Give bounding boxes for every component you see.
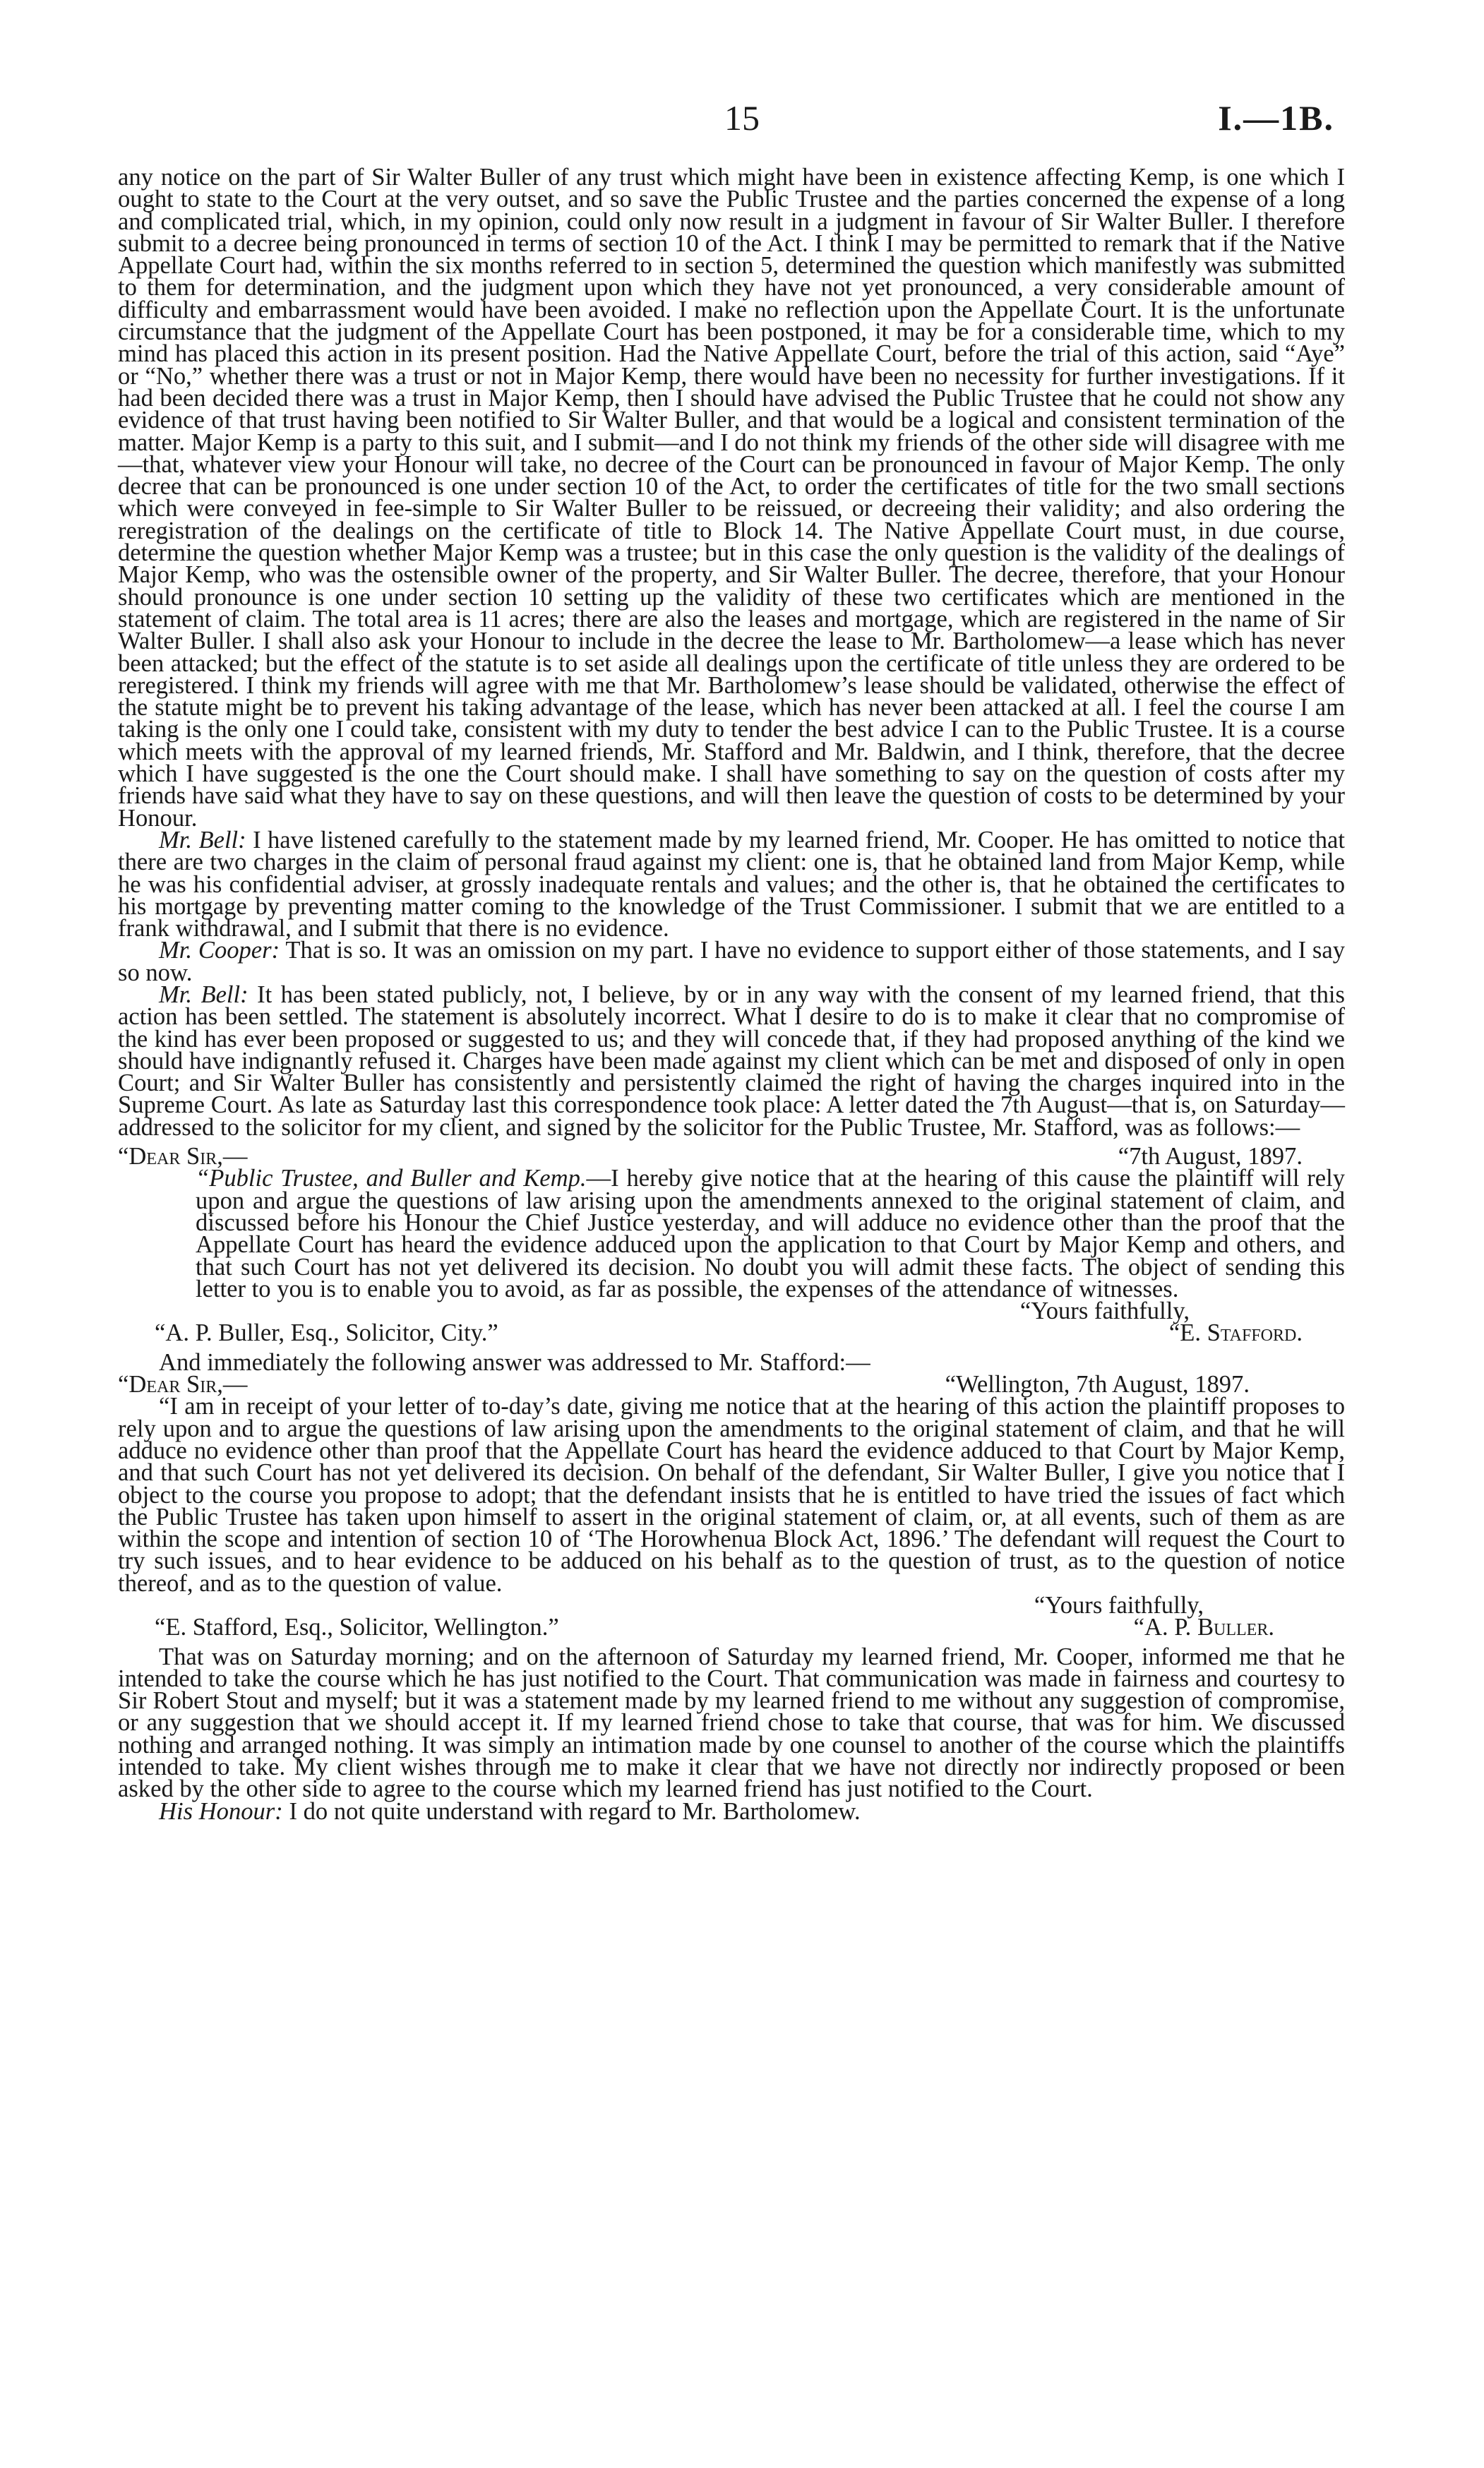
letter1-footer-line [118,1319,1345,1347]
document-body [118,164,1346,1825]
letter1-closing: “Yours faithfully, [1019,1298,1190,1325]
letter2-footer-line [118,1614,1345,1641]
paragraph-cooper-continued: any notice on the part of Sir Walter Buller of any trust which might have been in existence affecting Kemp, is one which I ought to state to the Court at the very outset, and so save the Public Trustee and the parties concerned the expense of a long and complicated trial, which, in my opinion, could only now result in a judgment in favour of Sir Walter Buller. I therefore submit to a decree being pronounced in terms of section 10 of the Act. I think I may be permitted to remark that if the Native Appellate Court had, within the six months referred to in section 5, determined the question which manifestly was submitted to them for determination, and the judgment upon which they have not yet pronounced, a very considerable amount of difficulty and embarrassment would have been avoided. I make no reflection upon the Appellate Court. It is the unfortunate circumstance that the judgment of the Appellate Court has been postponed, it may be for a considerable time, which to my mind has placed this action in its present position. Had the Native Appellate Court, before the trial of this action, said “Aye” or “No,” whether there was a trust or not in Major Kemp, there would have been no necessity for further investigations. If it had been decided there was a trust in Major Kemp, then I should have advised the Public Trustee that he could not show any evidence of that trust having been notified to Sir Walter Buller, and that would be a logical and consistent termination of the matter. Major Kemp is a party to this suit, and I submit—and I do not think my friends of the other side will disagree with me—that, whatever view your Honour will take, no decree of the Court can be pronounced in favour of Major Kemp. The only decree that can be pronounced is one under section 10 of the Act, to order the certificates of title for the two small sections which were conveyed in fee-simple to Sir Walter Buller to be reissued, or decreeing their validity; and also ordering the reregistration of the dealings on the certificate of title to Block 14. The Native Appellate Court must, in due course, determine the question whether Major Kemp was a trustee; but in this case the only question is the validity of the dealings of Major Kemp, who was the ostensible owner of the property, and Sir Walter Buller. The decree, therefore, that your Honour should pronounce is one under section 10 setting up the validity of these two certificates which are mentioned in the statement of claim. The total area is 11 acres; there are also the leases and mortgage, which are registered in the name of Sir Walter Buller. I shall also ask your Honour to include in the decree the lease to Mr. Bartholomew—a lease which has never been attacked; but the effect of the statute is to set aside all dealings upon the certificate of title unless they are ordered to be reregistered. I think my friends will agree with me that Mr. Bartholomew’s lease should be validated, otherwise the effect of the statute might be to prevent his taking advantage of the lease, which has never been attacked at all. I feel the course I am taking is the only one I could take, consistent with my duty to tender the best advice I can to the Public Trustee. It is a course which meets with the approval of my learned friends, Mr. Stafford and Mr. Baldwin, and I think, therefore, that the decree which I have suggested is the one the Court should make. I shall have something to say on the question of costs after my friends have said what they have to say on these questions, and will then leave the question of costs to be determined by your Honour. [118,164,1345,832]
paragraph-bell-2 [118,981,1345,1141]
letter1-body: “Public Trustee, and Buller and Kemp.—I hereby give notice that at the hearing of this cause the plaintiff will rely upon and argue the questions of law arising upon the amendments annexed to the original statement of claim, and discussed before his Honour the Chief Justice yesterday, and will adduce no evidence other than the proof that the Appellate Court has heard the evidence adduced upon the application to that Court by Major Kemp and others, and that such Court has not yet delivered its decision. No doubt you will admit these facts. The object of sending this letter to you is to enable you to avoid, as far as possible, the expenses of the attendance of witnesses. [196,1165,1345,1302]
speaker-label: Mr. Bell: [159,981,249,1008]
speech-text: I have listened carefully to the statement made by my learned friend, Mr. Cooper. He has omitted to notice that there are two charges in the claim of personal fraud against my client: one is, that he obtained land from Major Kemp, while he was his confidential adviser, at grossly inadequate rentals and values; and the other is, that he obtained the certificates to his mortgage by preventing matter coming to the knowledge of the Trust Commissioner. I submit that we are entitled to a frank withdrawal, and I submit that there is no evidence. [118,826,1345,942]
letter1-date: “7th August, 1897. [1118,1143,1303,1170]
speaker-label: Mr. Bell: [159,826,246,853]
document-reference: I.—1B. [1218,98,1334,138]
letter2-body: “I am in receipt of your letter of to-day’s date, giving me notice that at the hearing of this action the plaintiff proposes to rely upon and to argue the questions of law arising upon the amendments to the original statement of claim, and that he will adduce no evidence other than proof that the Appellate Court has heard the evidence adduced to that Court by Major Kemp, and that such Court has not yet delivered its decision. On behalf of the defendant, Sir Walter Buller, I give you notice that I object to the course you propose to adopt; that the defendant insists that he is entitled to have tried the issues of fact which the Public Trustee has taken upon himself to assert in the original statement of claim, or, at all events, such of them as are within the scope and intention of section 10 of ‘The Horowhenua Block Act, 1896.’ The defendant will request the Court to try such issues, and to hear evidence to be adduced on his behalf as to the question of trust, as to the question of notice thereof, and as to the question of value. [118,1393,1345,1597]
letter2-salutation: “Dear Sir,— [118,1371,248,1398]
paragraph-cooper-reply [118,937,1346,986]
letter1-signature: “E. Stafford. [1168,1319,1303,1347]
paragraph-answer-intro: And immediately the following answer was addressed to Mr. Stafford:— [159,1348,870,1376]
letter1-heading: “Public Trustee, and Buller and Kemp. [196,1165,587,1192]
speaker-label: His Honour: [159,1797,283,1825]
letter2-date: “Wellington, 7th August, 1897. [945,1371,1250,1398]
page-number: 15 [724,98,760,138]
letter2-address: “E. Stafford, Esq., Solicitor, Wellington.” [155,1614,559,1641]
speech-text: It has been stated publicly, not, I believe, by or in any way with the consent of my learned friend, that this action has been settled. The statement is absolutely incorrect. What I desire to do is to make it clear that no compromise of the kind has ever been proposed or suggested to us; and they will concede that, if they had proposed anything of the kind we should have indignantly refused it. Charges have been made against my client which can be met and disposed of only in open Court; and Sir Walter Buller has consistently and persistently claimed the right of having the charges inquired into in the Supreme Court. As late as Saturday last this correspondence took place: A letter dated the 7th August—that is, on Saturday—addressed to the solicitor for my client, and signed by the solicitor for the Public Trustee, Mr. Stafford, was as follows:— [118,981,1345,1141]
speech-text: That is so. It was an omission on my part. I have no evidence to support either of those statements, and I say so now. [118,937,1346,986]
letter2-closing: “Yours faithfully, [1034,1592,1204,1619]
letter1-address: “A. P. Buller, Esq., Solicitor, City.” [155,1319,498,1347]
speech-text: I do not quite understand with regard to Mr. Bartholomew. [289,1797,861,1825]
paragraph-bell-1 [118,826,1345,942]
paragraph-his-honour [118,1797,1345,1825]
letter2-signature: “A. P. Buller. [1133,1614,1274,1641]
letter1-salutation: “Dear Sir,— [118,1143,248,1170]
paragraph-bell-3: That was on Saturday morning; and on the afternoon of Saturday my learned friend, Mr. Cooper, informed me that he intended to take the course which he has just notified to the Court. That communication was made in fairness and courtesy to Sir Robert Stout and myself; but it was a statement made by my learned friend to me without any suggestion of compromise, or any suggestion that we should accept it. If my learned friend chose to take that course, that was for him. We discussed nothing and arranged nothing. It was simply an intimation made by one counsel to another of the course which the plaintiffs intended to take. My client wishes through me to make it clear that we have not directly nor indirectly proposed or been asked by the other side to agree to the course which my learned friend has just notified to the Court. [118,1643,1345,1803]
speaker-label: Mr. Cooper: [159,937,280,964]
